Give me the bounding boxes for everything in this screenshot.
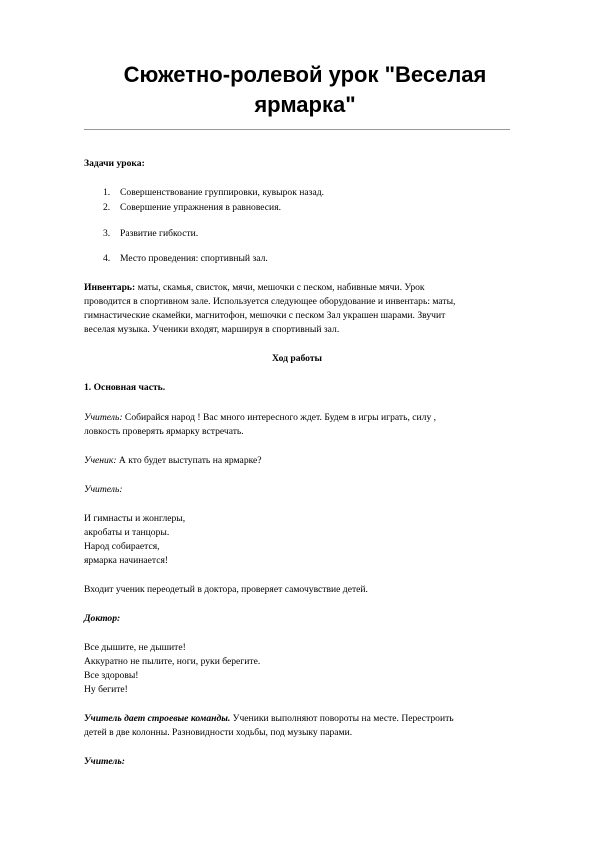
task-number: 3. [103,228,111,239]
poem-1-line-1: И гимнасты и жонглеры, [84,513,186,524]
inventory-line-4: веселая музыка. Ученики входят, маршируя в спортивный зал. [84,324,340,335]
speaker-teacher-3: Учитель: [84,756,125,767]
teacher-commands-line-2: детей в две колонны. Разновидности ходьбы, под музыку парами. [84,727,353,738]
inventory-line-1 [84,281,425,295]
poem-1-line-4: ярмарка начинается! [84,555,169,566]
title-divider [84,129,510,130]
narration-line: Входит ученик переодетый в доктора, проверяет самочувствие детей. [84,584,368,595]
task-text: Место проведения: спортивный зал. [120,253,268,264]
task-number: 2. [103,202,111,213]
task-number: 4. [103,253,111,264]
poem-1-line-3: Народ собирается, [84,541,160,552]
speaker-student: Ученик: [84,455,117,466]
progress-heading: Ход работы [271,353,323,364]
student-line [84,454,262,468]
teacher-speech: Собирайся народ ! Вас много интересного ждет. Будем в игры играть, силу , [122,412,437,423]
teacher-line-1 [84,411,436,425]
tasks-heading: Задачи урока: [84,158,145,169]
speaker-doctor: Доктор: [84,613,121,624]
student-speech: А кто будет выступать на ярмарке? [116,455,262,466]
section-1-heading: 1. Основная часть. [84,382,166,393]
task-number: 1. [103,187,111,198]
inventory-line-3: гимнастические скамейки, магнитофон, мешочки с песком Зал украшен шарами. Звучит [84,310,446,321]
task-text: Развитие гибкости. [120,228,199,239]
poem-1-line-2: акробаты и танцоры. [84,527,170,538]
teacher-commands-label: Учитель дает строевые команды. [84,713,231,724]
task-item-1 [103,186,324,200]
task-text: Совершенствование группировки, кувырок назад. [120,187,324,198]
task-item-4 [103,252,268,266]
poem-2-line-4: Ну бегите! [84,684,128,695]
speaker-teacher-2: Учитель: [84,484,123,495]
document-title [60,60,550,120]
speaker-teacher: Учитель: [84,412,123,423]
task-item-2 [103,201,281,215]
inventory-text: маты, скамья, свисток, мячи, мешочки с песком, набивные мячи. Урок [135,282,425,293]
teacher-commands-text: Ученики выполняют повороты на месте. Перестроить [230,713,454,724]
inventory-label: Инвентарь: [84,282,136,293]
poem-2-line-1: Все дышите, не дышите! [84,642,186,653]
teacher-line-2: ловкость проверять ярмарку встречать. [84,426,244,437]
inventory-line-2: проводится в спортивном зале. Используется следующее оборудование и инвентарь: маты, [84,296,456,307]
task-text: Совершение упражнения в равновесия. [120,202,281,213]
task-item-3 [103,227,198,241]
teacher-commands-line-1 [84,712,454,726]
title-line-2: ярмарка" [254,92,356,117]
poem-2-line-2: Аккуратно не пылите, ноги, руки берегите. [84,656,261,667]
poem-2-line-3: Все здоровы! [84,670,139,681]
title-line-1: Сюжетно-ролевой урок "Веселая [123,62,487,87]
